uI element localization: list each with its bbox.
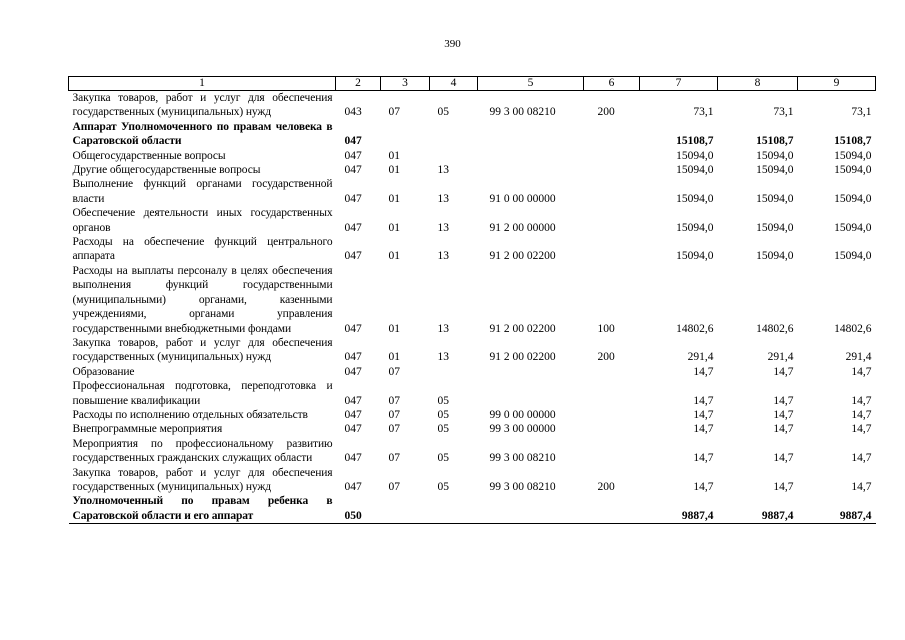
amount-year2-cell: 15094,0: [756, 250, 794, 263]
amount-year2-cell: 291,4: [767, 351, 794, 364]
subsection-code-cell: 13: [437, 164, 449, 177]
row-name-cell: Аппарат Уполномоченного по правам человека в Саратовской области: [72, 120, 333, 148]
amount-year1-cell: 15094,0: [676, 164, 714, 177]
admin-code-cell: 047: [344, 164, 362, 177]
expense-type-cell: [584, 365, 640, 379]
subsection-code-cell: 13: [437, 221, 449, 234]
amount-year1-cell: 14,7: [693, 394, 714, 407]
amount-year1-cell: 14,7: [693, 452, 714, 465]
row-name-cell: Расходы на выплаты персоналу в целях обеспечения выполнения функций государственными (муниципальными) органами, казенными учреждениями, органами управления государственными внебюджетными фондами: [72, 264, 333, 335]
amount-year2-cell: 15094,0: [756, 192, 794, 205]
expense-type-cell: [584, 120, 640, 149]
amount-year2-cell: 73,1: [773, 106, 794, 119]
admin-code-cell: 047: [344, 351, 362, 364]
amount-year1-cell: 14,7: [693, 480, 714, 493]
expense-type-cell: [584, 235, 640, 264]
row-name-cell: Обеспечение деятельности иных государственных органов: [72, 207, 333, 234]
amount-year2-cell: 14,7: [773, 394, 794, 407]
amount-year3-cell: 15094,0: [834, 164, 872, 177]
expense-type-cell: [584, 379, 640, 408]
row-name-cell: Уполномоченный по правам ребенка в Саратовской области и его аппарат: [69, 494, 336, 523]
row-name-cell: Внепрограммные мероприятия: [72, 423, 223, 436]
subsection-code-cell: 05: [437, 423, 449, 436]
target-article-cell: 99 3 00 08210: [489, 480, 556, 493]
amount-year2-cell: 15108,7: [756, 135, 794, 148]
target-article-cell: 99 3 00 00000: [489, 423, 556, 436]
table-row: [69, 163, 876, 177]
table-row: [69, 149, 876, 163]
table-row: [69, 336, 876, 365]
admin-code-cell: 047: [344, 365, 362, 378]
subsection-code-cell: 05: [437, 480, 449, 493]
row-name-cell: Другие общегосударственные вопросы: [72, 164, 261, 177]
section-code-cell: 07: [388, 106, 400, 119]
header-cell: 2: [336, 77, 381, 91]
target-article-cell: 99 3 00 08210: [489, 452, 556, 465]
admin-code-cell: 047: [344, 192, 362, 205]
header-cell: 1: [69, 77, 336, 91]
amount-year1-cell: 291,4: [687, 351, 714, 364]
row-name-cell: Закупка товаров, работ и услуг для обеспечения государственных (муниципальных) нужд: [72, 336, 333, 364]
expense-type-cell: [584, 177, 640, 206]
amount-year2-cell: 14,7: [773, 408, 794, 421]
table-row: [69, 437, 876, 466]
subsection-code-cell: 05: [437, 106, 449, 119]
admin-code-cell: 047: [344, 322, 362, 335]
amount-year1-cell: 15094,0: [676, 149, 714, 162]
expense-type-cell: 200: [597, 480, 615, 493]
amount-year2-cell: 14,7: [773, 452, 794, 465]
target-article-cell: [478, 149, 584, 163]
amount-year3-cell: 15108,7: [834, 135, 872, 148]
amount-year2-cell: 9887,4: [718, 494, 798, 523]
page-number: 390: [444, 38, 461, 50]
admin-code-cell: 047: [344, 250, 362, 263]
row-name-cell: Образование: [72, 365, 135, 378]
row-name-cell: Закупка товаров, работ и услуг для обеспечения государственных (муниципальных) нужд: [72, 92, 333, 119]
target-article-cell: [478, 494, 584, 523]
table-row: [69, 379, 876, 408]
amount-year3-cell: 291,4: [845, 351, 872, 364]
subsection-code-cell: 13: [437, 351, 449, 364]
row-name-cell: Расходы на обеспечение функций центрального аппарата: [72, 236, 333, 263]
table-row: [69, 408, 876, 422]
table-row: [69, 422, 876, 436]
section-code-cell: 07: [388, 452, 400, 465]
amount-year3-cell: 14,7: [851, 480, 872, 493]
amount-year3-cell: 14,7: [851, 408, 872, 421]
expense-type-cell: [584, 149, 640, 163]
subsection-code-cell: 13: [437, 192, 449, 205]
expense-type-cell: [584, 408, 640, 422]
section-code-cell: 01: [388, 250, 400, 263]
subsection-code-cell: [430, 365, 478, 379]
section-code-cell: 01: [388, 149, 400, 162]
section-code-cell: 07: [388, 394, 400, 407]
admin-code-cell: 047: [344, 394, 362, 407]
amount-year3-cell: 9887,4: [798, 494, 876, 523]
table-body: [69, 91, 876, 524]
row-name-cell: Выполнение функций органами государственной власти: [72, 178, 333, 205]
header-cell: 3: [381, 77, 430, 91]
subsection-code-cell: 13: [437, 250, 449, 263]
row-name-cell: Общегосударственные вопросы: [72, 149, 226, 162]
table-row: [69, 177, 876, 206]
admin-code-cell: 047: [344, 135, 362, 148]
amount-year2-cell: 14,7: [773, 365, 794, 378]
amount-year3-cell: 15094,0: [834, 192, 872, 205]
amount-year1-cell: 14,7: [693, 365, 714, 378]
section-code-cell: 07: [388, 408, 400, 421]
amount-year3-cell: 73,1: [851, 106, 872, 119]
header-cell: 6: [584, 77, 640, 91]
amount-year3-cell: 15094,0: [834, 149, 872, 162]
row-name-cell: Мероприятия по профессиональному развитию государственных гражданских служащих области: [72, 437, 333, 465]
amount-year1-cell: 14802,6: [676, 322, 714, 335]
subsection-code-cell: 05: [437, 408, 449, 421]
amount-year2-cell: 15094,0: [756, 221, 794, 234]
amount-year3-cell: 14,7: [851, 365, 872, 378]
table-row: [69, 91, 876, 120]
amount-year3-cell: 15094,0: [834, 221, 872, 234]
expense-type-cell: 100: [597, 322, 615, 335]
table-row: [69, 235, 876, 264]
expense-type-cell: 200: [597, 351, 615, 364]
header-cell: 8: [718, 77, 798, 91]
target-article-cell: 91 0 00 00000: [489, 192, 556, 205]
table-row: [69, 206, 876, 235]
expense-type-cell: [584, 206, 640, 235]
row-name-cell: Закупка товаров, работ и услуг для обеспечения государственных (муниципальных) нужд: [72, 466, 333, 493]
section-code-cell: 07: [388, 365, 400, 378]
section-code-cell: 01: [388, 164, 400, 177]
amount-year1-cell: 73,1: [693, 106, 714, 119]
amount-year1-cell: 14,7: [693, 408, 714, 421]
amount-year2-cell: 14802,6: [756, 322, 794, 335]
target-article-cell: 99 0 00 00000: [489, 408, 556, 421]
subsection-code-cell: [430, 149, 478, 163]
expense-type-cell: [584, 163, 640, 177]
admin-code-cell: 047: [344, 480, 362, 493]
row-name-cell: Профессиональная подготовка, переподготовка и повышение квалификации: [72, 380, 333, 407]
target-article-cell: 91 2 00 02200: [489, 250, 556, 263]
table-header-row: [69, 77, 876, 91]
subsection-code-cell: 05: [437, 452, 449, 465]
header-cell: 5: [478, 77, 584, 91]
amount-year3-cell: 14802,6: [834, 322, 872, 335]
amount-year3-cell: 14,7: [851, 423, 872, 436]
amount-year3-cell: 14,7: [851, 452, 872, 465]
expense-type-cell: [584, 422, 640, 436]
budget-table: [68, 76, 876, 524]
header-cell: 4: [430, 77, 478, 91]
target-article-cell: 91 2 00 00000: [489, 221, 556, 234]
admin-code-cell: 047: [344, 452, 362, 465]
amount-year1-cell: 9887,4: [640, 494, 718, 523]
expense-type-cell: [584, 437, 640, 466]
target-article-cell: [478, 120, 584, 149]
table-row: [69, 264, 876, 336]
amount-year2-cell: 15094,0: [756, 164, 794, 177]
target-article-cell: 99 3 00 08210: [489, 106, 556, 119]
expense-type-cell: 200: [597, 106, 615, 119]
amount-year3-cell: 15094,0: [834, 250, 872, 263]
amount-year1-cell: 15108,7: [676, 135, 714, 148]
amount-year2-cell: 15094,0: [756, 149, 794, 162]
amount-year3-cell: 14,7: [851, 394, 872, 407]
section-code-cell: 01: [388, 322, 400, 335]
target-article-cell: [478, 163, 584, 177]
subsection-code-cell: 05: [437, 394, 449, 407]
target-article-cell: 91 2 00 02200: [489, 322, 556, 335]
section-code-cell: 01: [388, 221, 400, 234]
table-row: [69, 365, 876, 379]
amount-year2-cell: 14,7: [773, 423, 794, 436]
subsection-code-cell: 13: [437, 322, 449, 335]
target-article-cell: 91 2 00 02200: [489, 351, 556, 364]
expense-type-cell: [584, 494, 640, 523]
table-row: [69, 466, 876, 495]
amount-year2-cell: 14,7: [773, 480, 794, 493]
section-code-cell: 01: [388, 192, 400, 205]
admin-code-cell: 047: [344, 423, 362, 436]
target-article-cell: [478, 365, 584, 379]
target-article-cell: [478, 379, 584, 408]
table-row: [69, 120, 876, 149]
header-cell: 7: [640, 77, 718, 91]
amount-year1-cell: 15094,0: [676, 221, 714, 234]
subsection-code-cell: [430, 120, 478, 149]
admin-code-cell: 047: [344, 221, 362, 234]
admin-code-cell: 047: [344, 149, 362, 162]
row-name-cell: Расходы по исполнению отдельных обязательств: [72, 408, 308, 421]
table-row: [69, 494, 876, 523]
header-cell: 9: [798, 77, 876, 91]
admin-code-cell: 043: [344, 106, 362, 119]
section-code-cell: [381, 494, 430, 523]
admin-code-cell: 047: [344, 408, 362, 421]
admin-code-cell: 050: [336, 494, 381, 523]
subsection-code-cell: [430, 494, 478, 523]
section-code-cell: 07: [388, 423, 400, 436]
amount-year1-cell: 15094,0: [676, 192, 714, 205]
section-code-cell: 01: [388, 351, 400, 364]
section-code-cell: [381, 120, 430, 149]
section-code-cell: 07: [388, 480, 400, 493]
amount-year1-cell: 14,7: [693, 423, 714, 436]
amount-year1-cell: 15094,0: [676, 250, 714, 263]
